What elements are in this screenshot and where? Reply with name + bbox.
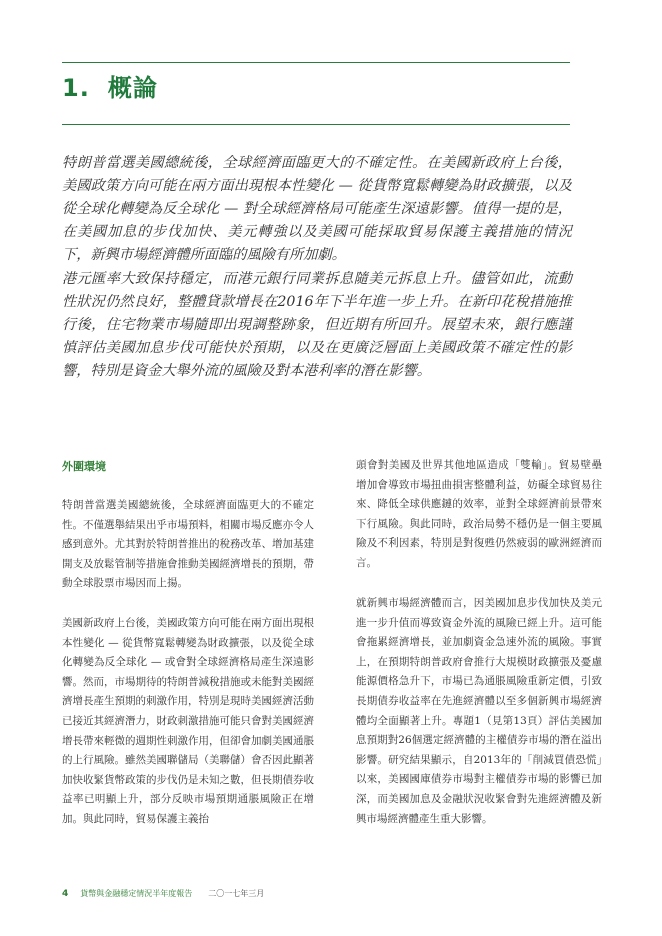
right-paragraph-1: 頭會對美國及世界其他地區造成「雙輸」。貿易壁壘增加會導致市場扭曲損害整體利益，妨礙全球貿易往來、降低全球供應鏈的效率，並對全球經濟前景帶來下行風險。與此同時，政治局勢不穩仍是一個主要風險及不利因素，特別是對復甦仍然疲弱的歐洲經濟而言。 [356, 459, 602, 569]
left-column [62, 496, 314, 594]
left-column-2 [62, 614, 314, 830]
publication-title: 貨幣與金融穩定情況半年度報告 [80, 889, 193, 898]
intro-paragraph-1: 特朗普當選美國總統後，全球經濟面臨更大的不確定性。在美國新政府上台後，美國政策方向可能在兩方面出現根本性變化 — 從貨幣寬鬆轉變為財政擴張，以及從全球化轉變為反全球化 — 對全球經濟格局可能產生深遠影響。值得一提的是，在美國加息的步伐加快、美元轉強以及美國可能採取貿易保護主義措施的情況下，新興市場經濟體所面臨的風險有所加劇。 [62, 155, 572, 263]
left-paragraph-2: 美國新政府上台後，美國政策方向可能在兩方面出現根本性變化 — 從貨幣寬鬆轉變為財政擴張，以及從全球化轉變為反全球化 — 或會對全球經濟格局產生深遠影響。然而，市場期待的特朗普減稅措施或未能對美國經濟增長產生預期的刺激作用，特別是現時美國經濟活動已接近其經濟潛力，財政刺激措施可能只會對美國經濟增長帶來輕微的週期性刺激作用，但卻會加劇美國通脹的上行風險。雖然美國聯儲局（美聯儲）會否因此顯著加快收緊貨幣政策的步伐仍是未知之數，但長期債券收益率已明顯上升，部分反映市場預期通脹風險正在增加。與此同時，貿易保護主義抬 [62, 617, 314, 825]
page-footer [62, 888, 264, 899]
left-paragraph-1: 特朗普當選美國總統後，全球經濟面臨更大的不確定性。不僅選舉結果出乎市場預料，相關市場反應亦令人感到意外。尤其對於特朗普推出的稅務改革、增加基建開支及放鬆管制等措施會推動美國經濟增長的預期，帶動全球股票市場因而上揚。 [62, 499, 314, 590]
section-number: 1. [62, 74, 90, 102]
right-column [356, 456, 602, 574]
right-column-2 [356, 594, 602, 829]
section-title: 概論 [107, 74, 158, 102]
intro-paragraph-2: 港元匯率大致保持穩定，而港元銀行同業拆息隨美元拆息上升。儘管如此，流動性狀況仍然良好，整體貸款增長在2016年下半年進一步上升。在新印花稅措施推行後，住宅物業市場隨即出現調整跡象，但近期有所回升。展望未來，銀行應謹慎評估美國加息步伐可能快於預期，以及在更廣泛層面上美國政策不確定性的影響，特別是資金大舉外流的風險及對本港利率的潛在影響。 [62, 271, 572, 379]
heading-rule [62, 124, 570, 125]
external-environment-heading: 外圍環境 [62, 460, 106, 473]
publication-date: 二〇一七年三月 [208, 889, 265, 898]
top-rule [62, 62, 570, 63]
section-heading [62, 68, 158, 103]
right-paragraph-2: 就新興市場經濟體而言，因美國加息步伐加快及美元進一步升值而導致資金外流的風險已經上升。這可能會拖累經濟增長，並加劇資金急速外流的風險。事實上，在預期特朗普政府會推行大規模財政擴張及憂慮能源價格急升下，市場已為通脹風險重新定價，引致長期債券收益率在先進經濟體以至多個新興市場經濟體均全面顯著上升。專題1（見第13頁）評估美國加息預期對26個選定經濟體的主權債券市場的潛在溢出影響。研究結果顯示，自2013年的「削減買債恐慌」以來，美國國庫債券市場對主權債券市場的影響已加深，而美國加息及金融狀況收緊會對先進經濟體及新興市場經濟體產生重大影響。 [356, 597, 602, 825]
page-number: 4 [62, 889, 69, 899]
